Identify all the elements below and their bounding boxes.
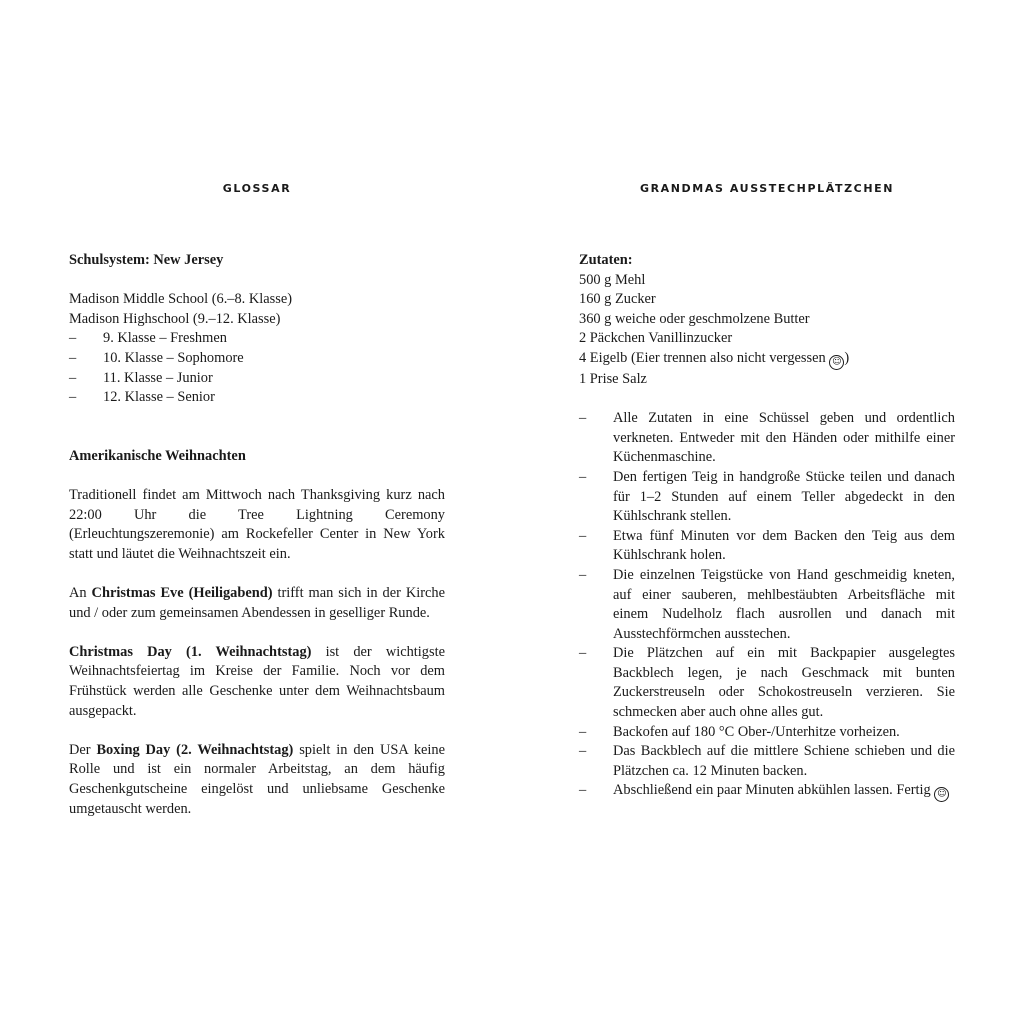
school-line: Madison Middle School (6.–8. Klasse) bbox=[69, 291, 293, 308]
section-title-schulsystem: Schulsystem: New Jersey bbox=[69, 252, 224, 268]
paragraph: Christmas Day (1. Weihnachtstag) ist der wichtigste Weihnachtsfeiertag im Kreise der Familie. Noch vor dem Frühstück werden alle Geschenke unter dem Weihnachtsbaum ausgepackt. bbox=[69, 643, 445, 719]
list-item: – 11. Klasse – Junior bbox=[69, 369, 213, 386]
ingredient: 360 g weiche oder geschmolzene Butter bbox=[579, 310, 810, 327]
ingredients-title: Zutaten: bbox=[579, 252, 633, 268]
left-page-body bbox=[69, 251, 445, 819]
school-line: Madison Highschool (9.–12. Klasse) bbox=[69, 310, 281, 327]
smiley-icon: ☺ bbox=[934, 787, 949, 802]
recipe-step: – Die Plätzchen auf ein mit Backpapier ausgelegtes Backblech legen, je nach Geschmack mit bunten Zuckerstreuseln oder Schokostreuseln verzieren. Sie schmecken aber auch ohne alles gut. bbox=[579, 645, 955, 721]
recipe-step: – Etwa fünf Minuten vor dem Backen den Teig aus dem Kühlschrank holen. bbox=[579, 527, 955, 564]
recipe-step: – Die einzelnen Teigstücke von Hand geschmeidig kneten, auf einer sauberen, mehlbestäubten Arbeitsfläche mit einem Nudelholz flach ausrollen und danach mit Ausstechförmchen ausstechen. bbox=[579, 566, 955, 642]
list-item: – 10. Klasse – Sophomore bbox=[69, 349, 244, 366]
list-item: – 12. Klasse – Senior bbox=[69, 389, 215, 406]
recipe-step: – Den fertigen Teig in handgroße Stücke teilen und danach für 1–2 Stunden auf einem Teller abgedeckt in den Kühlschrank stellen. bbox=[579, 468, 955, 525]
recipe-step: – Backofen auf 180 °C Ober-/Unterhitze vorheizen. bbox=[579, 723, 900, 740]
right-page-heading: GRANDMAS AUSSTECHPLÄTZCHEN bbox=[639, 182, 895, 195]
paragraph: An Christmas Eve (Heiligabend) trifft man sich in der Kirche und / oder zum gemeinsamen Abendessen in geselliger Runde. bbox=[69, 585, 446, 621]
left-page bbox=[69, 0, 445, 1024]
ingredient: 500 g Mehl bbox=[579, 271, 646, 288]
recipe-step: – Das Backblech auf die mittlere Schiene schieben und die Plätzchen ca. 12 Minuten backen. bbox=[579, 743, 955, 779]
ingredient: 160 g Zucker bbox=[579, 291, 656, 308]
recipe-step: – Abschließend ein paar Minuten abkühlen lassen. Fertig ☺ bbox=[579, 781, 955, 802]
list-item: – 9. Klasse – Freshmen bbox=[69, 330, 227, 347]
ingredient: 1 Prise Salz bbox=[579, 370, 647, 387]
paragraph: Traditionell findet am Mittwoch nach Thanksgiving kurz nach 22:00 Uhr die Tree Lightning Ceremony (Erleuchtungszeremonie) am Rockefeller Center in New York statt und läutet die Weihnachtszeit ein. bbox=[69, 487, 445, 562]
ingredient: 2 Päckchen Vanillinzucker bbox=[579, 330, 733, 347]
right-page bbox=[579, 0, 955, 1024]
right-page-body bbox=[579, 251, 955, 802]
left-page-heading: GLOSSAR bbox=[222, 182, 292, 195]
section-title-weihnachten: Amerikanische Weihnachten bbox=[69, 447, 246, 464]
ingredient: 4 Eigelb (Eier trennen also nicht vergessen ☺ ) bbox=[579, 349, 955, 370]
paragraph: Der Boxing Day (2. Weihnachtstag) spielt in den USA keine Rolle und ist ein normaler Arbeitstag, an dem häufig Geschenkgutscheine eingelöst und unliebsame Geschenke umgetauscht werden. bbox=[69, 741, 446, 817]
recipe-step: – Alle Zutaten in eine Schüssel geben und ordentlich verkneten. Entweder mit den Händen oder mithilfe einer Küchenmaschine. bbox=[579, 410, 955, 466]
smiley-icon: ☺ bbox=[829, 355, 844, 370]
